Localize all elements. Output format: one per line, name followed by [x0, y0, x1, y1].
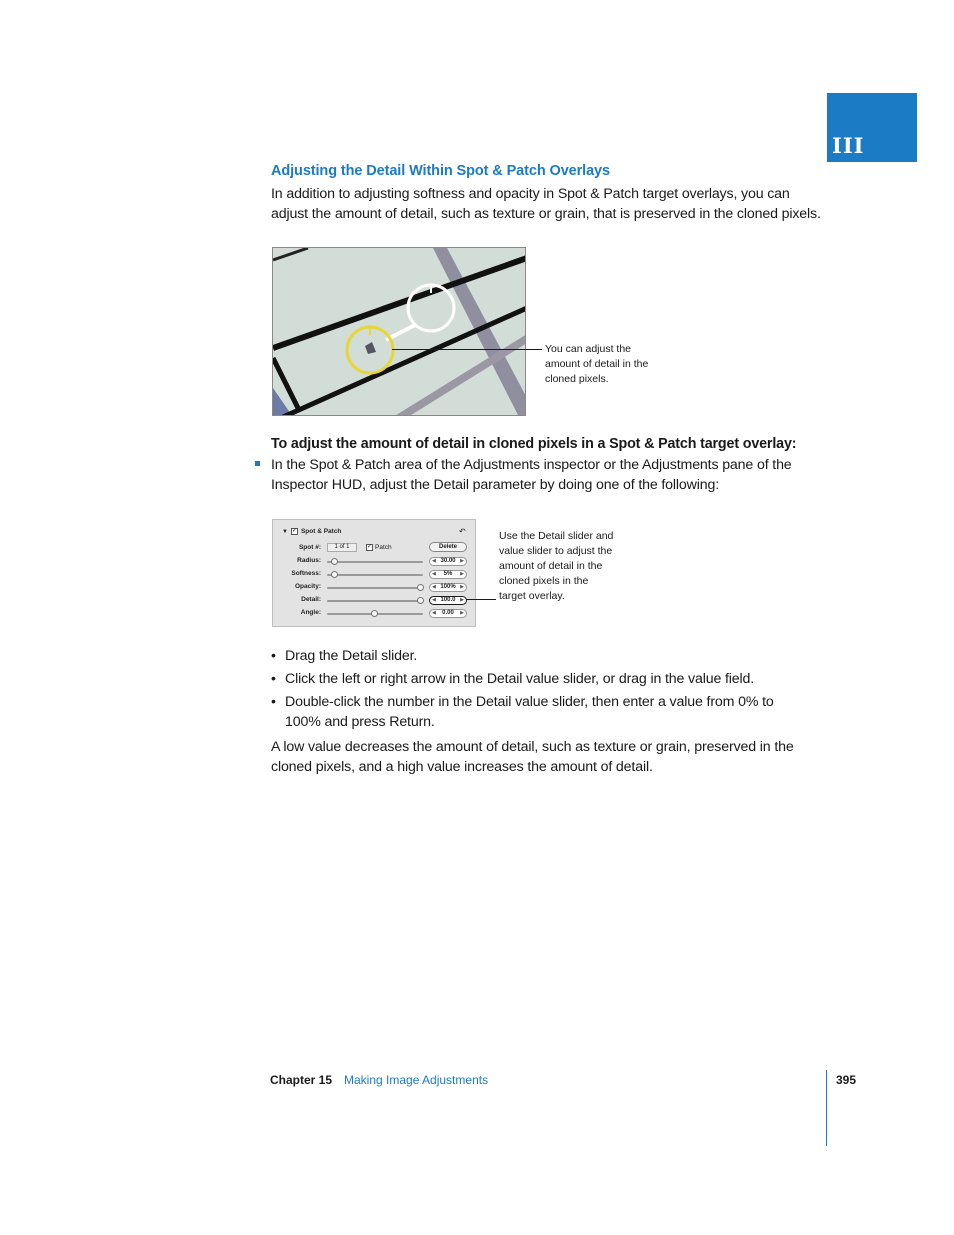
- part-tab: [827, 93, 917, 162]
- list-item-text: Double-click the number in the Detail value slider, then enter a value from 0% to 100% and press Return.: [285, 694, 774, 730]
- closing-line-2: cloned pixels, and a high value increases the amount of detail.: [271, 759, 653, 775]
- reset-icon[interactable]: ↶: [459, 527, 466, 536]
- figure1-callout: [545, 342, 648, 387]
- footer-divider: [826, 1070, 827, 1146]
- delete-button[interactable]: Delete: [429, 542, 467, 552]
- radius-slider[interactable]: [327, 561, 423, 563]
- spot-patch-overlay-image: [272, 247, 526, 416]
- task-heading: To adjust the amount of detail in cloned pixels in a Spot & Patch target overlay:: [271, 436, 797, 452]
- figure2-callout-line: target overlay.: [499, 590, 565, 602]
- patch-checkbox[interactable]: ✓: [367, 544, 373, 550]
- angle-label: Angle:: [300, 609, 321, 616]
- intro-paragraph: [271, 184, 831, 224]
- opacity-label: Opacity:: [294, 583, 321, 590]
- detail-label: Detail:: [301, 596, 321, 603]
- angle-slider-thumb[interactable]: [371, 610, 378, 617]
- detail-slider[interactable]: [327, 600, 423, 602]
- spot-patch-inspector-panel: [272, 519, 476, 627]
- task-step: [271, 455, 831, 495]
- spot-number-label: Spot #:: [298, 544, 321, 551]
- options-list: [271, 646, 831, 735]
- softness-value[interactable]: 5%: [443, 571, 453, 577]
- step-bullet: [255, 461, 260, 466]
- detail-value-slider[interactable]: ◀ 100.0 ▶: [429, 596, 467, 605]
- footer-chapter-title: Making Image Adjustments: [344, 1073, 489, 1087]
- footer-chapter: Chapter 15: [270, 1073, 333, 1087]
- detail-slider-thumb[interactable]: [417, 597, 424, 604]
- radius-slider-thumb[interactable]: [331, 558, 338, 565]
- panel-header: [282, 528, 341, 535]
- opacity-slider-thumb[interactable]: [417, 584, 424, 591]
- list-item-text: Drag the Detail slider.: [285, 648, 418, 664]
- overlay-illustration: [273, 248, 526, 416]
- figure2-callout-line: cloned pixels in the: [499, 575, 589, 587]
- panel-title: Spot & Patch: [300, 528, 342, 535]
- callout-leader-2: [466, 599, 496, 600]
- patch-label: Patch: [375, 544, 392, 551]
- closing-line-1: A low value decreases the amount of detail, such as texture or grain, preserved in the: [271, 739, 794, 755]
- section-heading: Adjusting the Detail Within Spot & Patch Overlays: [271, 163, 610, 179]
- softness-slider[interactable]: [327, 574, 423, 576]
- spot-number-field[interactable]: 1 of 1: [327, 543, 357, 552]
- radius-value[interactable]: 30.00: [440, 558, 456, 564]
- radius-value-slider[interactable]: ◀ 30.00 ▶: [429, 557, 467, 566]
- page-number: 395: [836, 1073, 857, 1087]
- angle-value[interactable]: 0.00: [442, 610, 454, 616]
- figure1-callout-line: amount of detail in the: [545, 358, 649, 370]
- angle-value-slider[interactable]: ◀ 0.00 ▶: [429, 609, 467, 618]
- callout-leader-1: [392, 349, 542, 350]
- task-step-line-1: In the Spot & Patch area of the Adjustments inspector or the Adjustments pane of the: [271, 457, 792, 473]
- detail-value[interactable]: 100.0: [440, 597, 456, 603]
- figure2-callout-line: amount of detail in the: [499, 560, 603, 572]
- opacity-value-slider[interactable]: ◀ 100% ▶: [429, 583, 467, 592]
- softness-label: Softness:: [291, 570, 321, 577]
- opacity-value[interactable]: 100%: [440, 584, 456, 590]
- intro-line-1: In addition to adjusting softness and opacity in Spot & Patch target overlays, you can: [271, 186, 790, 202]
- task-step-line-2: Inspector HUD, adjust the Detail parameter by doing one of the following:: [271, 477, 720, 493]
- softness-value-slider[interactable]: ◀ 5% ▶: [429, 570, 467, 579]
- list-item-text: Click the left or right arrow in the Detail value slider, or drag in the value field.: [285, 671, 755, 687]
- figure2-callout: [499, 529, 613, 604]
- opacity-slider[interactable]: [327, 587, 423, 589]
- figure2-callout-line: value slider to adjust the: [499, 545, 613, 557]
- figure1-callout-line: cloned pixels.: [545, 373, 609, 385]
- spot-patch-checkbox[interactable]: ✓: [291, 528, 297, 534]
- list-item: • Drag the Detail slider.: [271, 648, 418, 664]
- part-tab-label: III: [832, 133, 865, 158]
- intro-line-2: adjust the amount of detail, such as texture or grain, that is preserved in the cloned pixels.: [271, 206, 821, 222]
- figure1-callout-line: You can adjust the: [545, 343, 632, 355]
- list-item: • Double-click the number in the Detail value slider, then enter a value from 0% to 100% and press Return.: [271, 694, 774, 730]
- disclosure-triangle-icon[interactable]: ▼: [282, 528, 288, 535]
- figure2-callout-line: Use the Detail slider and: [499, 530, 614, 542]
- closing-paragraph: [271, 737, 831, 777]
- softness-slider-thumb[interactable]: [331, 571, 338, 578]
- radius-label: Radius:: [297, 557, 321, 564]
- list-item: • Click the left or right arrow in the Detail value slider, or drag in the value field.: [271, 671, 755, 687]
